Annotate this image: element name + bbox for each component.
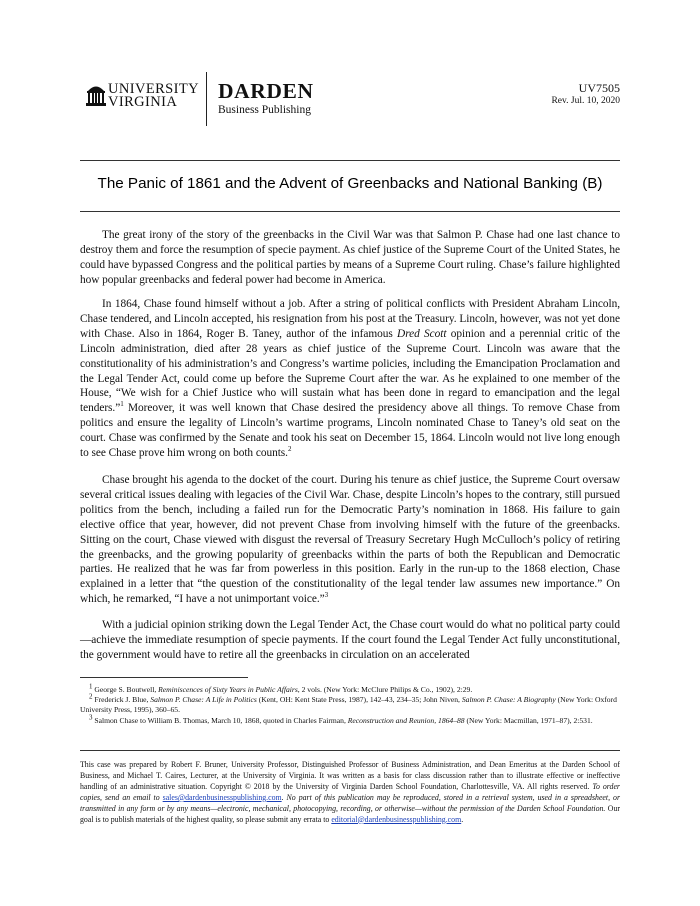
case-id: UV7505 — [578, 81, 620, 95]
page-title: The Panic of 1861 and the Advent of Greenbacks and National Banking (B) — [97, 175, 603, 192]
footnote-1 — [80, 682, 620, 695]
footnote-title: Salmon P. Chase: A Life in Politics — [150, 695, 257, 704]
title-top-rule — [80, 160, 620, 161]
body-paragraph-1: The great irony of the story of the greenbacks in the Civil War was that Salmon P. Chase had one last chance to destroy them and force the resumption of specie payment. As chief justice of the Supreme Court of the United States, he could have bypassed Congress and the political parties by means of a Supreme Court ruling. Chase’s failure highlighted how popular greenbacks and federal power had become in America. — [80, 229, 620, 286]
footnote-title: Salmon P. Chase: A Biography — [461, 695, 556, 704]
paragraph-text: Moreover, it was well known that Chase desired the presidency above all things. To remove Chase from politics and ensure the legality of Lincoln’s wartime programs, Lincoln nominated Chase to Taney’s old seat on the court. Chase was confirmed by the Senate and took his seat on December 15, 1864. Lincoln would not live long enough to see Chase prove him wrong on both counts. — [80, 402, 620, 460]
disclaimer-text: Our goal is to publish materials of the highest quality, so please submit any errata to — [80, 803, 620, 824]
footnote-text: Salmon Chase to William B. Thomas, March 10, 1868, quoted in Charles Fairman, — [92, 716, 348, 725]
sales-email-link[interactable]: sales@dardenbusinesspublishing.com — [162, 792, 282, 802]
footnote-title: Reconstruction and Reunion, 1864–88 — [347, 716, 465, 725]
darden-wordmark: DARDEN — [218, 79, 314, 103]
footnote-separator — [80, 677, 248, 678]
footnote-ref-2[interactable]: 2 — [287, 445, 292, 454]
darden-subtitle: Business Publishing — [218, 104, 311, 116]
rotunda-icon — [86, 83, 106, 107]
body-paragraph-3 — [80, 473, 620, 607]
disclaimer-text: . — [461, 814, 464, 824]
disclaimer-italic-text: To order copies, send an email to — [80, 781, 620, 802]
footnote-3 — [80, 713, 620, 726]
uva-logo — [86, 82, 198, 110]
header-divider — [206, 72, 207, 126]
footnote-ref-1[interactable]: 1 — [120, 400, 124, 409]
disclaimer-rule — [80, 750, 620, 751]
disclaimer-text: This case was prepared by Robert F. Bruner, University Professor, Distinguished Professor of Business Administration, and Dean Emeritus at the Darden School of Business, and Michael T. Caires, Lecturer, at the University of Virginia. It was written as a basis for class discussion rather than to illustrate effective or ineffective handling of an administrative situation. Copyright © 2018 by the University of Virginia Darden School Foundation, Charlottesville, VA. All rights reserved. — [80, 760, 620, 791]
footnote-number: 3 — [89, 713, 93, 722]
errata-email-link[interactable]: editorial@dardenbusinesspublishing.com — [331, 814, 462, 824]
uva-wordmark-line2: VIRGINIA — [108, 94, 178, 110]
footnote-text: (New York: Oxford University Press, 1995), 360–65. — [80, 695, 617, 715]
footnote-text: (Kent, OH: Kent State Press, 1987), 142–43, 234–35; John Niven, — [256, 695, 462, 704]
footnote-2 — [80, 692, 620, 715]
case-revision-date: Rev. Jul. 10, 2020 — [551, 96, 620, 106]
copyright-disclaimer — [80, 760, 620, 825]
paragraph-text: Chase brought his agenda to the docket of the court. During his tenure as chief justice, the Supreme Court oversaw several critical issues dealing with legacies of the Civil War. Chase, despite Lincoln’s hopes to the contrary, still pursued politics from the bench, including a failed run for the Democratic Party’s nomination in 1868. His failure to gain elective office that year, however, did not prevent Chase from involving himself with the future of the greenbacks. Sitting on the court, Chase viewed with disgust the reversal of Treasury Secretary Hugh McCulloch’s policy of retiring the greenbacks, and the growing popularity of greenbacks within the parts of both the Republican and Democratic parties. He realized that he was far from powerless in this position. Early in the run-up to the 1868 election, Chase explained in a letter that “the question of the constitutionality of the legal tender law assumes new importance.” On which, he remarked, “I have a not unimportant voice.” — [80, 474, 620, 606]
footnote-number: 2 — [89, 692, 93, 701]
case-name-italic: Dred Scott — [397, 327, 447, 340]
paragraph-text: opinion and a perennial critic of the Lincoln administration, died after 28 years as chief justice of the Supreme Court. Lincoln was aware that the constitutionality of his administration’s and Congress’s wartime policies, including the Emancipation Proclamation and the Legal Tender Act, could come up before the Supreme Court after the war. As he explained to one member of the House, “We wish for a Chief Justice who will sustain what has been done in regard to emancipation and the legal tenders.” — [80, 327, 620, 415]
footnote-title: Reminiscences of Sixty Years in Public Affairs — [158, 685, 298, 694]
footnote-text: (New York: Macmillan, 1971–87), 2:531. — [464, 716, 593, 725]
uva-wordmark-line1: UNIVERSITY — [108, 81, 199, 97]
body-paragraph-4: With a judicial opinion striking down the Legal Tender Act, the Chase court would do what no political party could—achieve the immediate resumption of specie payments. If the court found the Legal Tender Act fully unconstitutional, the government would have to retire all the greenbacks in circulation on an accelerated — [80, 619, 620, 661]
body-paragraph-2 — [80, 297, 620, 461]
footnote-text: Frederick J. Blue, — [92, 695, 151, 704]
footnote-text: George S. Boutwell, — [92, 685, 159, 694]
footnote-ref-3[interactable]: 3 — [324, 591, 329, 600]
footnote-number: 1 — [89, 682, 93, 691]
footnote-text: , 2 vols. (New York: McClure Philips & Co., 1902), 2:29. — [297, 685, 473, 694]
title-bottom-rule — [80, 211, 620, 212]
paragraph-text: In 1864, Chase found himself without a job. After a string of political conflicts with President Abraham Lincoln, Chase tendered, and Lincoln accepted, his resignation from his post at the Treasury. Lincoln, however, was not yet done with Chase. Also in 1864, Roger B. Taney, author of the infamous — [80, 298, 620, 340]
disclaimer-italic-text: . No part of this publication may be reproduced, stored in a retrieval system, used in a spreadsheet, or transmitted in any form or by any means—electronic, mechanical, photocopying, recording, or otherwise—without the permission of the Darden School Foundation. — [80, 792, 620, 813]
